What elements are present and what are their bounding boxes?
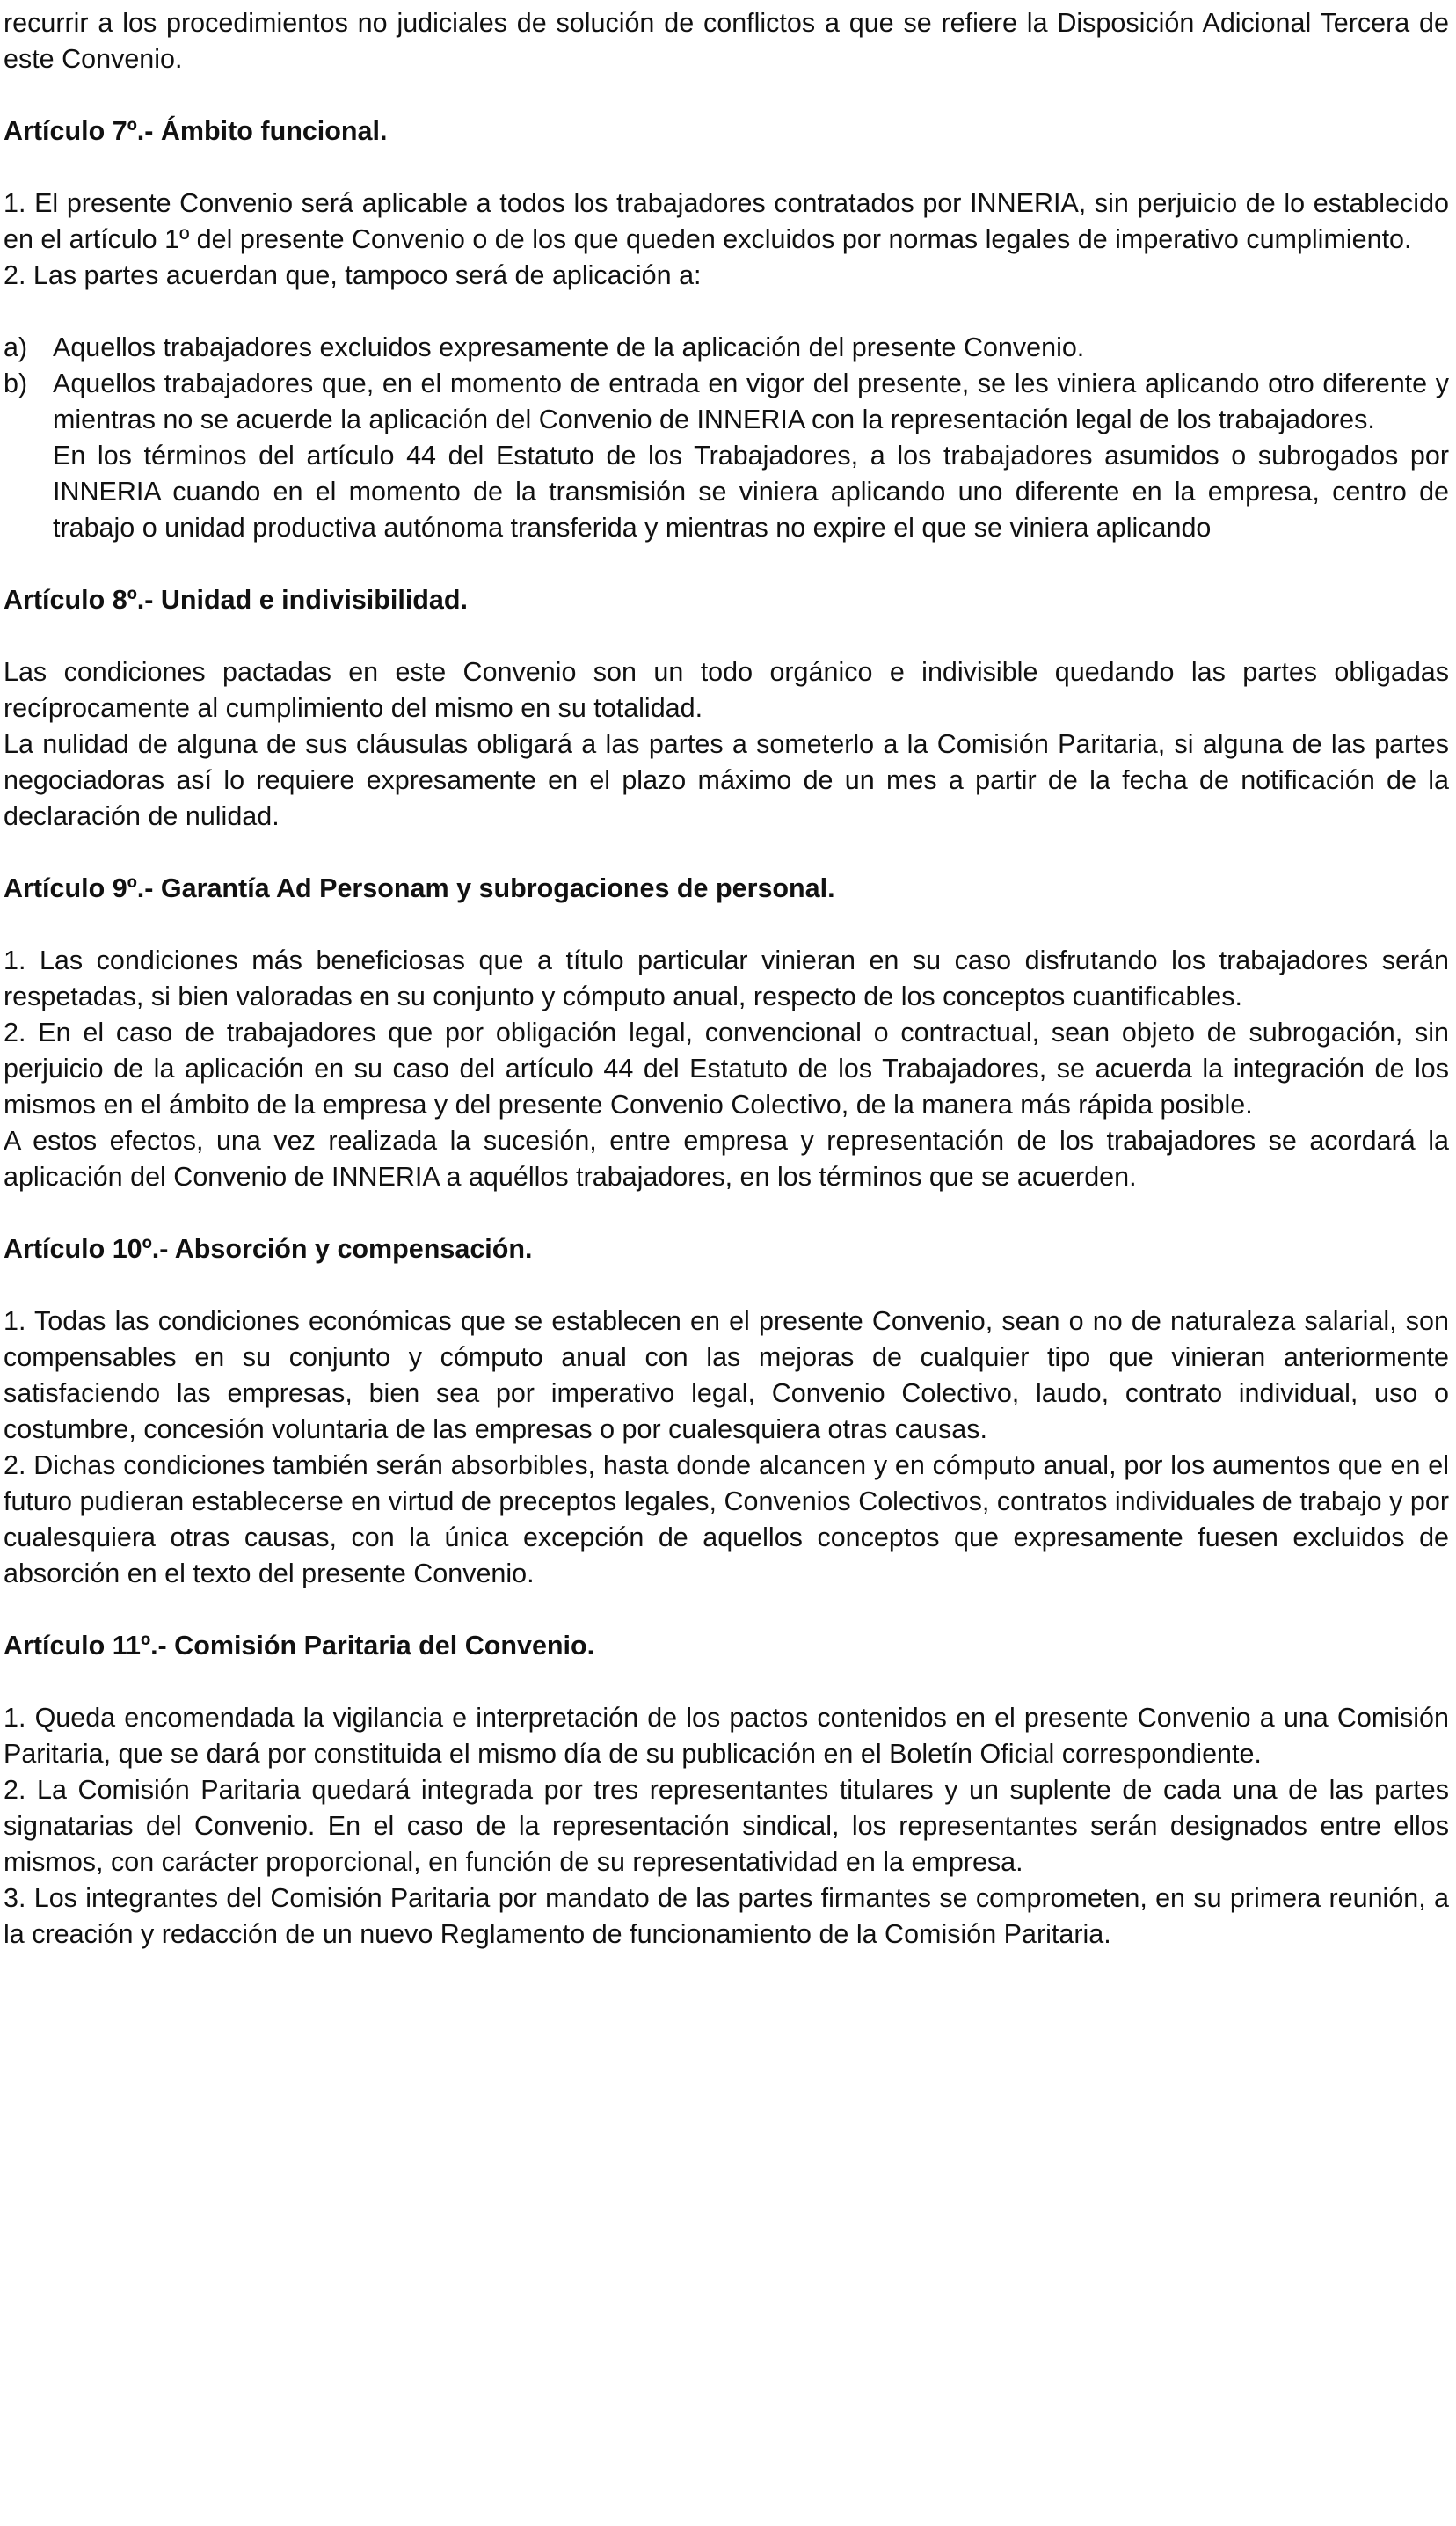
article-11-paragraph-1: 1. Queda encomendada la vigilancia e interpretación de los pactos contenidos en el presente Convenio a una Comisión Paritaria, que se dará por constituida el mismo día de su publicación en el Boletín Oficial correspondiente. [4, 1703, 1449, 1769]
article-9 [4, 871, 1449, 1195]
list-item [4, 330, 1449, 366]
article-7-paragraph-2: 2. Las partes acuerdan que, tampoco será de aplicación a: [4, 260, 702, 290]
list-item-extra-text: En los términos del artículo 44 del Estatuto de los Trabajadores, a los trabajadores asumidos o subrogados por INNERIA cuando en el momento de la transmisión se viniera aplicando uno diferente en la empresa, centro de trabajo o unidad productiva autónoma transferida y mientras no expire el que se viniera aplicando [53, 441, 1449, 543]
article-9-paragraph-3: A estos efectos, una vez realizada la sucesión, entre empresa y representación de los trabajadores se acordará la aplicación del Convenio de INNERIA a aquéllos trabajadores, en los términos que se acuerden. [4, 1126, 1449, 1192]
list-item [4, 366, 1449, 546]
article-9-heading: Artículo 9º.- Garantía Ad Personam y subrogaciones de personal. [4, 873, 835, 903]
article-9-paragraph-2: 2. En el caso de trabajadores que por obligación legal, convencional o contractual, sean objeto de subrogación, sin perjuicio de la aplicación en su caso del artículo 44 del Estatuto de los Trabajadores, se acuerda la integración de los mismos en el ámbito de la empresa y del presente Convenio Colectivo, de la manera más rápida posible. [4, 1018, 1449, 1120]
article-7-heading: Artículo 7º.- Ámbito funcional. [4, 116, 388, 146]
article-7-exclusion-list [4, 330, 1449, 546]
list-item-marker: a) [4, 332, 28, 362]
article-7-paragraph-1: 1. El presente Convenio será aplicable a todos los trabajadores contratados por INNERIA, sin perjuicio de lo establecido en el artículo 1º del presente Convenio o de los que queden excluidos por normas legales de imperativo cumplimiento. [4, 188, 1449, 254]
article-7 [4, 113, 1449, 546]
article-11-paragraph-2: 2. La Comisión Paritaria quedará integrada por tres representantes titulares y un suplente de cada una de las partes signatarias del Convenio. En el caso de la representación sindical, los representantes serán designados entre ellos mismos, con carácter proporcional, en función de su representatividad en la empresa. [4, 1775, 1449, 1877]
article-8 [4, 582, 1449, 835]
article-10-paragraph-1: 1. Todas las condiciones económicas que se establecen en el presente Convenio, sean o no de naturaleza salarial, son compensables en su conjunto y cómputo anual con las mejoras de cualquier tipo que vinieran anteriormente satisfaciendo las empresas, bien sea por imperativo legal, Convenio Colectivo, laudo, contrato individual, uso o costumbre, concesión voluntaria de las empresas o por cualesquiera otras causas. [4, 1306, 1449, 1444]
document-page [4, 5, 1449, 1953]
article-10-paragraph-2: 2. Dichas condiciones también serán absorbibles, hasta donde alcancen y en cómputo anual, por los aumentos que en el futuro pudieran establecerse en virtud de preceptos legales, Convenios Colectivos, contratos individuales de trabajo y por cualesquiera otras causas, con la única excepción de aquellos conceptos que expresamente fuesen excluidos de absorción en el texto del presente Convenio. [4, 1450, 1449, 1588]
article-8-paragraph-1: Las condiciones pactadas en este Convenio son un todo orgánico e indivisible quedando las partes obligadas recíprocamente al cumplimiento del mismo en su totalidad. [4, 657, 1449, 723]
article-10-heading: Artículo 10º.- Absorción y compensación. [4, 1234, 533, 1264]
article-8-heading: Artículo 8º.- Unidad e indivisibilidad. [4, 585, 469, 615]
article-11 [4, 1628, 1449, 1953]
list-item-text: Aquellos trabajadores que, en el momento de entrada en vigor del presente, se les viniera aplicando otro diferente y mientras no se acuerde la aplicación del Convenio de INNERIA con la representación legal de los trabajadores. [53, 369, 1449, 434]
article-9-paragraph-1: 1. Las condiciones más beneficiosas que a título particular vinieran en su caso disfrutando los trabajadores serán respetadas, si bien valoradas en su conjunto y cómputo anual, respecto de los conceptos cuantificables. [4, 945, 1449, 1011]
article-11-paragraph-3: 3. Los integrantes del Comisión Paritaria por mandato de las partes firmantes se comprometen, en su primera reunión, a la creación y redacción de un nuevo Reglamento de funcionamiento de la Comisión Paritaria. [4, 1883, 1449, 1949]
list-item-marker: b) [4, 369, 28, 398]
article-10 [4, 1231, 1449, 1592]
list-item-text: Aquellos trabajadores excluidos expresamente de la aplicación del presente Convenio. [53, 332, 1085, 362]
article-8-paragraph-2: La nulidad de alguna de sus cláusulas obligará a las partes a someterlo a la Comisión Paritaria, si alguna de las partes negociadoras así lo requiere expresamente en el plazo máximo de un mes a partir de la fecha de notificación de la declaración de nulidad. [4, 729, 1449, 831]
article-11-heading: Artículo 11º.- Comisión Paritaria del Convenio. [4, 1631, 595, 1661]
intro-paragraph: recurrir a los procedimientos no judiciales de solución de conflictos a que se refiere la Disposición Adicional Tercera de este Convenio. [4, 8, 1449, 74]
